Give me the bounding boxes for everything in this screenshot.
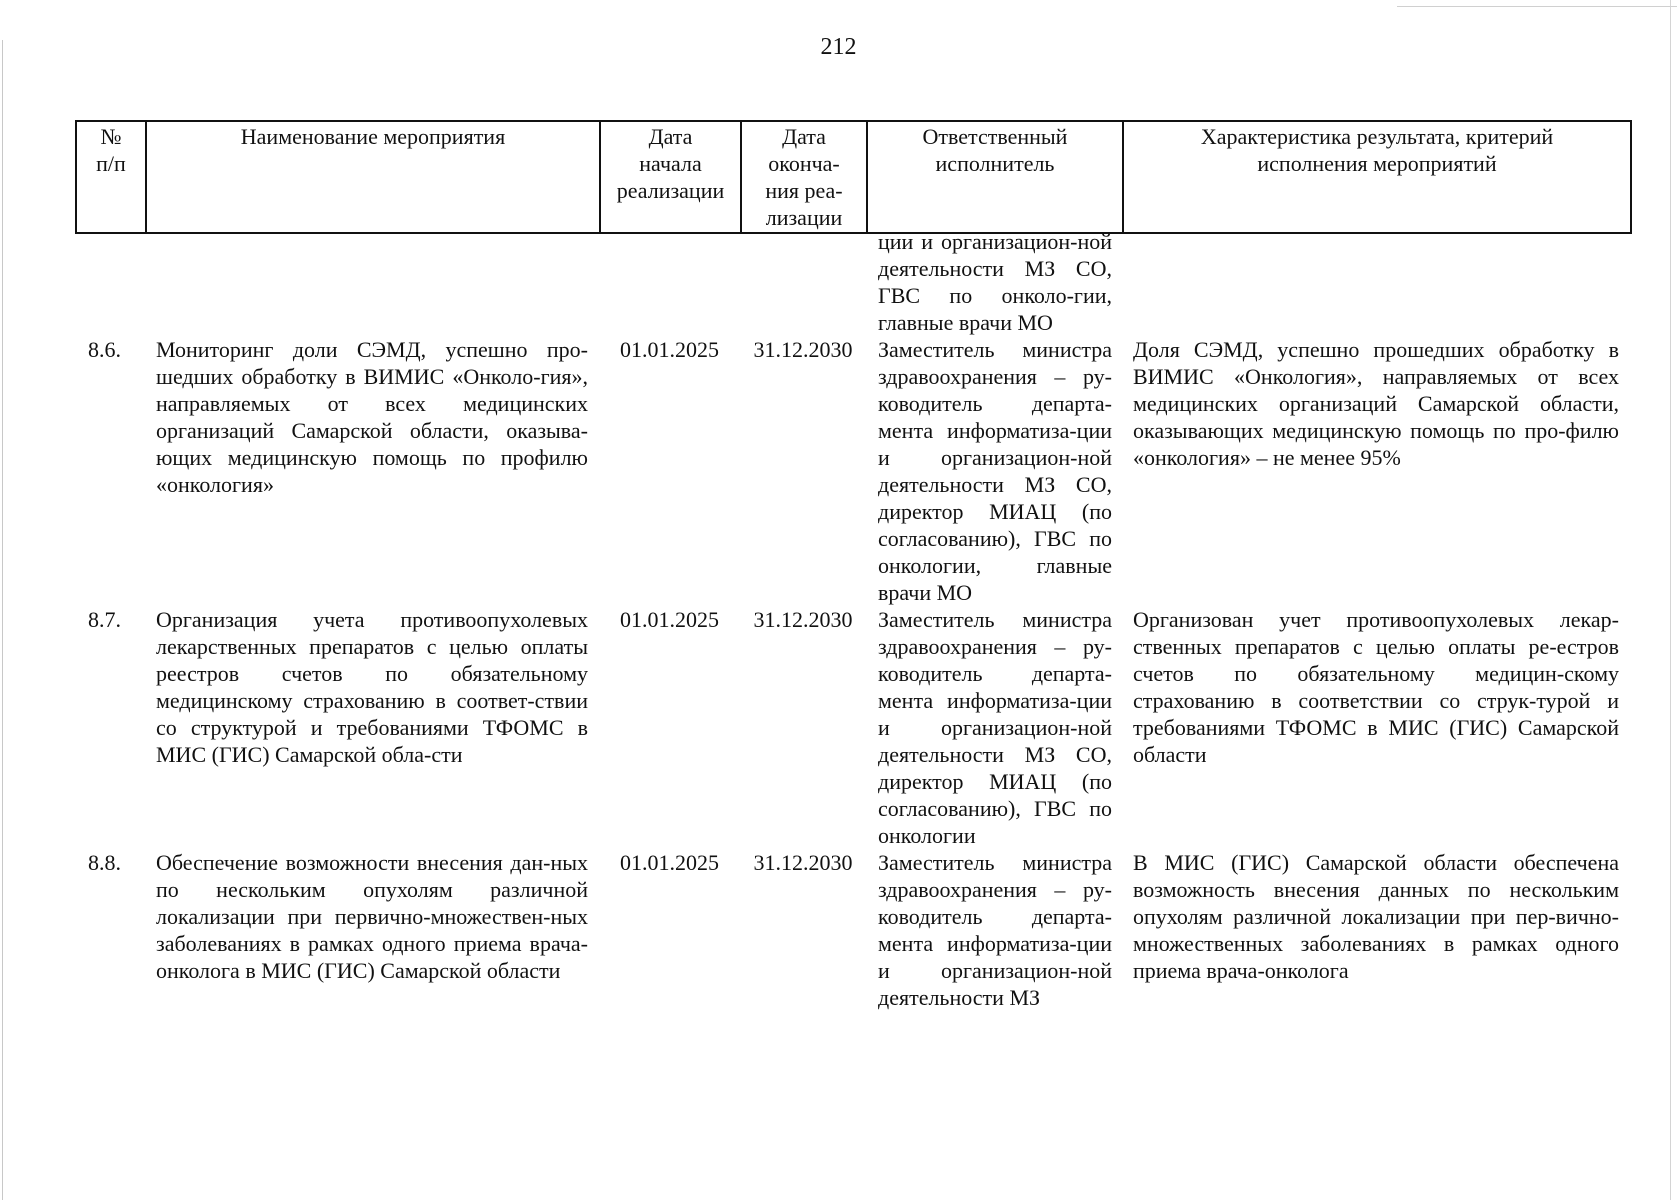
row-number: 8.8.: [88, 850, 121, 875]
page-number: 212: [820, 34, 857, 60]
row-number: 8.6.: [88, 337, 121, 362]
result-criterion: Доля СЭМД, успешно прошедших обработку в ВИМИС «Онкология», направляемых от всех медицинских организаций Самарской области, оказывающих медицинскую помощь по про-филю «онкология» – не менее 95%: [1133, 337, 1619, 470]
header-result: Характеристика результата, критерий исполнения мероприятий: [1123, 121, 1631, 233]
end-date: 31.12.2030: [753, 850, 853, 875]
result-criterion: Организован учет противоопухолевых лекар-ственных препаратов с целью оплаты ре-естров счетов по обязательному медицин-скому страхованию в соответствии со струк-турой и требованиями ТФОМС в МИС (ГИС) Самарской области: [1133, 607, 1619, 767]
row-number: 8.7.: [88, 607, 121, 632]
start-date: 01.01.2025: [620, 337, 719, 362]
table-row: [75, 336, 1630, 606]
continuation-row: [75, 228, 1630, 336]
table-row: [75, 606, 1630, 849]
activity-name: Обеспечение возможности внесения дан-ных по нескольким опухолям различной локализации при первично-множествен-ных заболеваниях в рамках одного приема врача-онколога в МИС (ГИС) Самарской области: [156, 850, 588, 983]
table-row: [75, 849, 1630, 1011]
scan-edge-right: [1670, 0, 1671, 1200]
responsible-executor: Заместитель министра здравоохранения – ру-ководитель департа-мента информатиза-ции и организацион-ной деятельности МЗ СО, директор МИАЦ (по согласованию), ГВС по онкологии, главные врачи МО: [878, 337, 1112, 605]
continuation-responsible: ции и организацион-ной деятельности МЗ СО, ГВС по онколо-гии, главные врачи МО: [878, 229, 1112, 335]
continuation-result-cell: [1122, 228, 1630, 336]
header-start-date: Дата начала реализации: [600, 121, 741, 233]
activity-name: Организация учета противоопухолевых лекарственных препаратов с целью оплаты реестров счетов по обязательному медицинскому страхованию в соответ-ствии со структурой и требованиями ТФОМС в МИС (ГИС) Самарской обла-сти: [156, 607, 588, 767]
continuation-name-cell: [145, 228, 599, 336]
header-row: [76, 121, 1631, 233]
activity-name: Мониторинг доли СЭМД, успешно про-шедших обработку в ВИМИС «Онколо-гия», направляемых от всех медицинских организаций Самарской области, оказыва-ющих медицинскую помощь по профилю «онкология»: [156, 337, 588, 497]
responsible-executor: Заместитель министра здравоохранения – ру-ководитель департа-мента информатиза-ции и организацион-ной деятельности МЗ СО, директор МИАЦ (по согласованию), ГВС по онкологии: [878, 607, 1112, 848]
continuation-number-cell: [75, 228, 145, 336]
header-name: Наименование мероприятия: [146, 121, 600, 233]
scan-edge-left: [2, 40, 3, 1200]
continuation-end-cell: [740, 228, 866, 336]
responsible-executor: Заместитель министра здравоохранения – ру-ководитель департа-мента информатиза-ции и организацион-ной деятельности МЗ: [878, 850, 1112, 1010]
continuation-start-cell: [599, 228, 740, 336]
start-date: 01.01.2025: [620, 850, 719, 875]
end-date: 31.12.2030: [753, 337, 853, 362]
header-number: № п/п: [76, 121, 146, 233]
header-end-date: Дата оконча- ния реа- лизации: [741, 121, 867, 233]
result-criterion: В МИС (ГИС) Самарской области обеспечена возможность внесения данных по нескольким опухолям различной локализации при пер-вично-множественных заболеваниях в рамках одного приема врача-онколога: [1133, 850, 1619, 983]
header-responsible: Ответственный исполнитель: [867, 121, 1123, 233]
end-date: 31.12.2030: [753, 607, 853, 632]
scan-edge-top: [1397, 6, 1677, 7]
start-date: 01.01.2025: [620, 607, 719, 632]
table-header: [75, 120, 1632, 234]
table-body: [75, 228, 1630, 1011]
